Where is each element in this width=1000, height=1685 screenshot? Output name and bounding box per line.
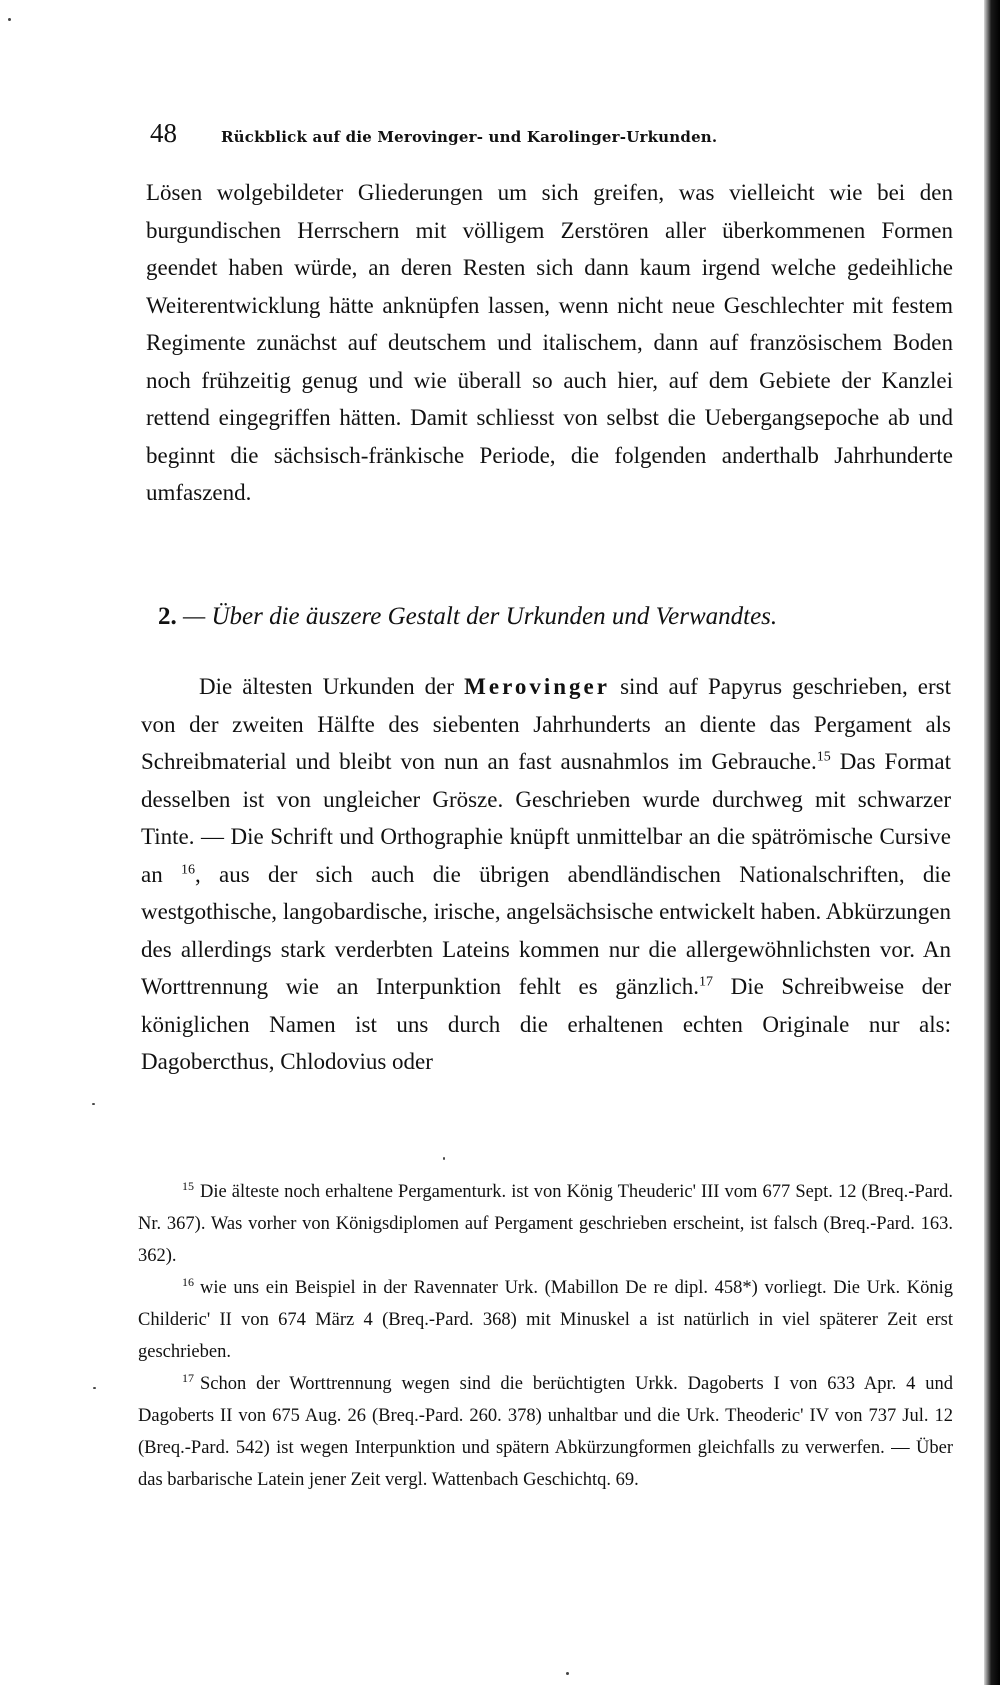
paragraph-2-merovinger: Merovinger [464,674,610,699]
footnote-mark: 15 [182,1178,194,1193]
footnote-15 [138,1176,953,1272]
footnote-text: Die älteste noch erhaltene Pergamenturk. ist von König Theuderic' III vom 677 Sept. 12 (Breq.-Pard. Nr. 367). Was vorher von Königsdiplomen auf Pergament geschrieben erscheint, ist falsch (Breq.-Pard. 163. 362). [138,1182,953,1266]
section-number: 2. [158,603,177,630]
section-title: — Über die äuszere Gestalt der Urkunden und Verwandtes. [183,603,778,630]
paragraph-2-part-c: Das Format desselben ist von ungleicher Grösze. Geschrieben wurde durchweg mit schwarzer Tinte. — Die Schrift und Orthographie knüpft unmittelbar an die spätrömische Cursive an [141,749,951,887]
paragraph-2-part-b: sind auf Papyrus geschrieben, erst von der zweiten Hälfte des siebenten Jahrhunderts an diente das Pergament als Schreibmaterial und bleibt von nun an fast ausnahmlos im Gebrauche. [141,674,952,774]
footnote-ref-17[interactable]: 17 [698,974,713,990]
footnote-ref-15[interactable]: 15 [816,749,831,765]
speck [93,1387,96,1389]
speck [92,1103,95,1105]
footnote-16 [138,1272,953,1368]
paragraph-2-part-d: , aus der sich auch die übrigen abendländischen Nationalschriften, die westgothische, langobardische, irische, angelsächsische entwickelt haben. Abkürzungen des allerdings stark verderbten Lateins kommen nur die allergewöhnlichsten vor. An Worttrennung wie an Interpunktion fehlt es gänzlich. [141,861,952,999]
footnote-ref-16[interactable]: 16 [181,861,196,877]
footnote-text: Schon der Worttrennung wegen sind die berüchtigten Urkk. Dagoberts I von 633 Apr. 4 und Dagoberts II von 675 Aug. 26 (Breq.-Pard. 260. 378) unhaltbar und die Urk. Theoderic' IV von 737 Jul. 12 (Breq.-Pard. 542) ist wegen Interpunktion und spätern Abkürzungformen gleichfalls zu verwerfen. — Über das barbarische Latein jener Zeit vergl. Wattenbach Geschichtq. 69. [138,1374,953,1490]
footnote-mark: 17 [182,1370,194,1385]
page-header [150,118,950,149]
speck [443,1157,445,1160]
footnote-text: wie uns ein Beispiel in der Ravennater Urk. (Mabillon De re dipl. 458*) vorliegt. Die Urk. König Childeric' II von 674 März 4 (Breq.-Pard. 368) mit Minuskel a ist natürlich in viel späterer Zeit erst geschrieben. [138,1278,953,1362]
paragraph-2 [141,668,951,1081]
speck [566,1672,569,1675]
paragraph-1: Lösen wolgebildeter Gliederungen um sich greifen, was vielleicht wie bei den burgundischen Herrschern mit völligem Zerstören aller überkommenen Formen geendet haben würde, an deren Resten sich dann kaum irgend welche gedeihliche Weiterentwicklung hätte anknüpfen lassen, wenn nicht neue Geschlechter mit festem Regimente zunächst auf deutschem und italischem, dann auf französischem Boden noch frühzeitig genug und wie überall so auch hier, auf dem Gebiete der Kanzlei rettend eingegriffen hätten. Damit schliesst von selbst die Uebergangsepoche ab und beginnt die sächsisch-fränkische Periode, die folgenden anderthalb Jahrhunderte umfaszend. [146,180,953,505]
paragraph-2-part-e: Die Schreibweise der königlichen Namen ist uns durch die erhaltenen echten Originale nur als: Dagobercthus, Chlodovius oder [141,974,952,1074]
section-heading [158,603,958,631]
footnotes [138,1176,953,1496]
paragraph-2-part-a: Die ältesten Urkunden der [199,674,455,699]
footnote-mark: 16 [182,1274,194,1289]
page-number: 48 [150,118,177,148]
running-head: Rückblick auf die Merovinger- und Karolinger-Urkunden. [221,128,718,146]
page-binding-edge [984,0,1000,1685]
footnote-17 [138,1368,953,1496]
speck [8,18,11,21]
